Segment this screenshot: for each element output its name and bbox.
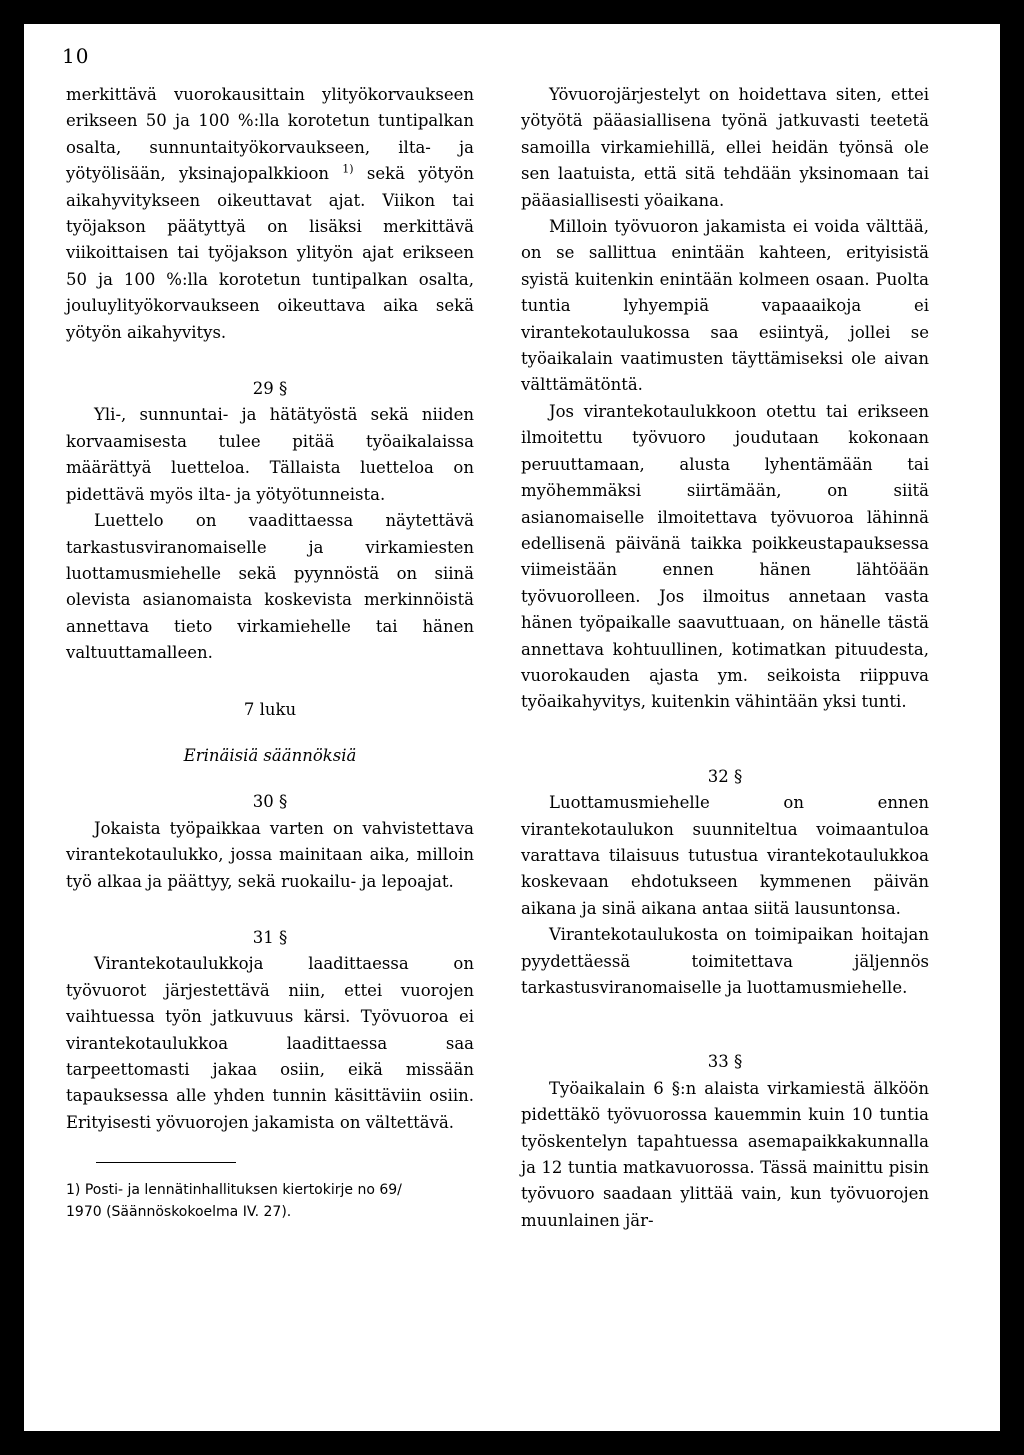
footnote-line-1: 1) Posti- ja lennätinhallituksen kiertokirje no 69/ xyxy=(66,1182,402,1199)
paragraph-right-3: Jos virantekotaulukkoon otettu tai erikseen ilmoitettu työvuoro joudutaan kokonaan peruuttamaan, alusta lyhentämään tai myöhemmäksi siirtämään, on siitä asianomaiselle ilmoitettava työvuoroa lähinnä edellisenä päivänä taikka poikkeustapauksessa viimeistään ennen hänen lähtöään työvuorolleen. Jos ilmoitus annetaan vasta hänen työpaikalle saavuttuaan, on hänelle tästä annettava kohtuullinen, kotimatkan pituudesta, vuorokauden ajasta ym. seikoista riippuva työaikahyvitys, kuitenkin vähintään yksi tunti. xyxy=(521,401,929,712)
section-30-paragraph-1: Jokaista työpaikkaa varten on vahvistettava virantekotaulukko, jossa mainitaan aika, milloin työ alkaa ja päättyy, sekä ruokailu- ja lepoajat. xyxy=(66,818,474,891)
left-column xyxy=(66,82,474,1223)
document-page xyxy=(24,24,1000,1431)
section-31-heading: 31 § xyxy=(252,927,288,947)
paragraph-right-2: Milloin työvuoron jakamista ei voida välttää, on se sallittua enintään kahteen, erityisistä syistä kuitenkin enintään kolmeen osaan. Puolta tuntia lyhyempiä vapaaaikoja ei virantekotaulukossa saa esiintyä, jollei se työaikalain vaatimusten täyttämiseksi ole aivan välttämätöntä. xyxy=(521,217,929,395)
footnote-line-2: 1970 (Säännöskokoelma IV. 27). xyxy=(66,1204,292,1221)
section-32-paragraph-2: Virantekotaulukosta on toimipaikan hoitajan pyydettäessä toimitettava jäljennös tarkastusviranomaiselle ja luottamusmiehelle. xyxy=(521,925,929,997)
section-29-paragraph-1: Yli-, sunnuntai- ja hätätyöstä sekä niiden korvaamisesta tulee pitää työaikalaissa määrättyä luetteloa. Tällaista luetteloa on pidettävä myös ilta- ja yötyötunneista. xyxy=(66,405,474,504)
chapter-heading: 7 luku xyxy=(243,699,297,719)
section-31-paragraph-1: Virantekotaulukkoja laadittaessa on työvuorot järjestettävä niin, ettei vuorojen vaihtuessa työn jatkuvuus kärsi. Työvuoroa ei virantekotaulukkoa laadittaessa saa tarpeettomasti jakaa osiin, eikä missään tapauksessa alle yhden tunnin käsittäviin osiin. Erityisesti yövuorojen jakamista on vältettävä. xyxy=(66,954,474,1132)
page-number: 10 xyxy=(62,44,90,68)
section-29-paragraph-2: Luettelo on vaadittaessa näytettävä tarkastusviranomaiselle ja virkamiesten luottamusmiehelle sekä pyynnöstä on siinä olevista asianomaista koskevista merkinnöistä annettava tieto virkamiehelle tai hänen valtuuttamalleen. xyxy=(66,511,474,663)
paragraph-left-1 xyxy=(66,82,474,346)
footnote xyxy=(66,1179,474,1223)
paragraph-right-1: Yövuorojärjestelyt on hoidettava siten, ettei yötyötä pääasiallisena työnä jatkuvasti teetetä samoilla virkamiehillä, ellei heidän työnsä ole sen laatuista, että sitä tehdään yksinomaan tai pääasiallisesti yöaikana. xyxy=(521,85,929,210)
paragraph-text: merkittävä vuorokausittain ylityökorvaukseen erikseen 50 ja 100 %:lla korotetun tuntipalkan osalta, sunnuntaityökorvaukseen, ilta- ja yötyölisään, yksinajopalkkioon xyxy=(66,85,474,184)
section-32-paragraph-1: Luottamusmiehelle on ennen virantekotaulukon suunniteltua voimaantuloa varattava tilaisuus tutustua virantekotaulukkoa koskevaan ehdotukseen kymmenen päivän aikana ja sinä aikana antaa siitä lausuntonsa. xyxy=(521,793,929,918)
section-33-paragraph-1: Työaikalain 6 §:n alaista virkamiestä älköön pidettäkö työvuorossa kauemmin kuin 10 tuntia työskentelyn tapahtuessa asemapaikkakunnalla ja 12 tuntia matkavuorossa. Tässä mainittu pisin työvuoro saadaan ylittää vain, kun työvuorojen muunlainen jär- xyxy=(521,1078,929,1230)
section-30-heading: 30 § xyxy=(252,792,288,812)
section-29-heading: 29 § xyxy=(252,379,288,399)
section-32-heading: 32 § xyxy=(707,766,743,786)
section-33-heading: 33 § xyxy=(707,1052,743,1072)
chapter-title: Erinäisiä säännöksiä xyxy=(183,745,357,765)
right-column xyxy=(521,82,929,1234)
footnote-divider xyxy=(96,1162,236,1163)
paragraph-text-cont: sekä yötyön aikahyvitykseen oikeuttavat ajat. Viikon tai työjakson päätyttyä on lisäksi merkittävä viikoittaisen tai työjakson ylityön ajat erikseen 50 ja 100 %:lla korotetun tuntipalkan osalta, jouluylityökorvaukseen oikeuttava aika sekä yötyön aikahyvitys. xyxy=(66,164,474,342)
footnote-ref: 1) xyxy=(342,162,354,176)
